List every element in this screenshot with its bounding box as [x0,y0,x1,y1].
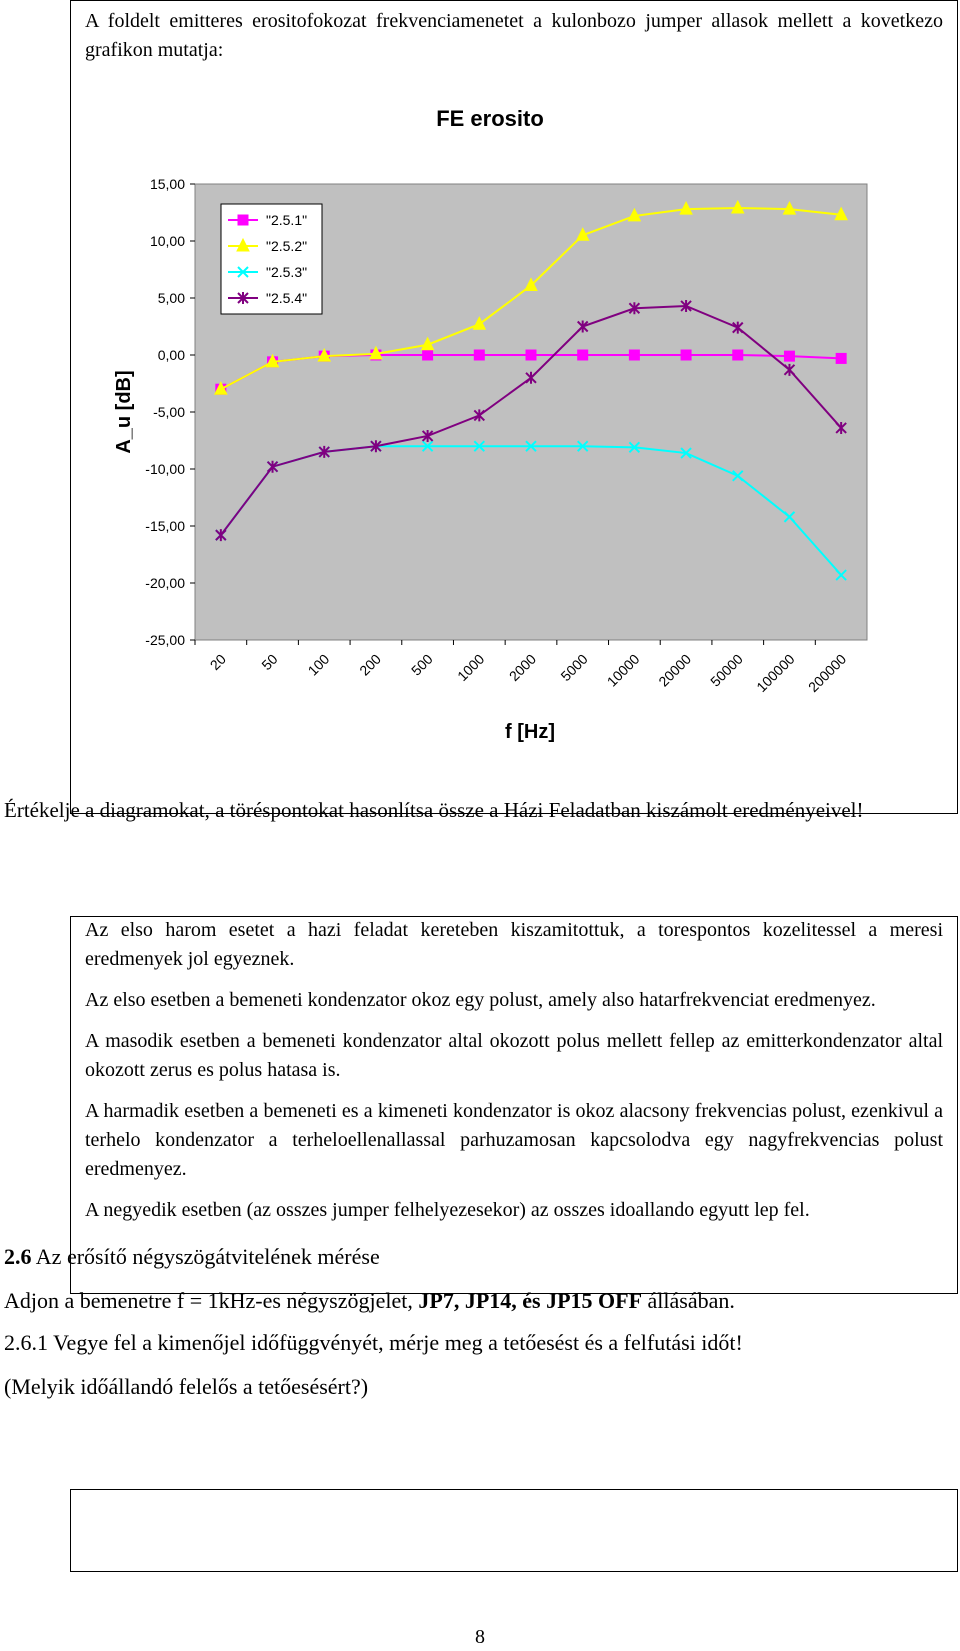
section-number: 2.6 [4,1244,32,1269]
instruction-text [4,1286,735,1316]
x-tick-label: 5000 [557,650,591,685]
x-axis-ticks [195,640,849,695]
x-tick-label: 20 [206,650,229,674]
section-heading [4,1242,380,1272]
x-tick-label: 100000 [753,650,798,696]
square-marker [526,350,536,360]
answer-box-empty [70,1489,958,1572]
legend-label: "2.5.3" [266,264,308,280]
legend-label: "2.5.1" [266,212,308,228]
x-tick-label: 200000 [804,650,850,696]
x-tick-label: 1000 [454,650,488,685]
frequency-response-chart [0,0,960,820]
y-tick-label: 0,00 [157,347,185,363]
square-marker [474,350,484,360]
legend-label: "2.5.2" [266,238,308,254]
square-marker [784,351,794,361]
x-tick-label: 50 [258,650,281,674]
y-tick-label: -25,00 [145,632,185,648]
x-tick-label: 200 [356,650,385,679]
y-axis-ticks [145,176,195,648]
square-marker [733,350,743,360]
answer-paragraph: A harmadik esetben a bemeneti es a kimeneti kondenzator is okoz alacsony frekvencias polust, ezenkivul a terhelo kondenzator a terheloellenallassal parhuzamosan kapcsolodva egy nagyfrekvencias polust eredmenyez. [85,1100,943,1180]
x-tick-label: 10000 [603,650,643,690]
x-tick-label: 500 [407,650,436,679]
x-axis-label: f [Hz] [505,721,555,743]
question-text: (Melyik időállandó felelős a tetőesésért?) [4,1374,369,1399]
x-tick-label: 2000 [505,650,540,685]
instruction-suffix: állásában. [642,1288,735,1313]
square-marker [423,350,433,360]
square-marker [836,353,846,363]
legend-label: "2.5.4" [266,290,308,306]
y-tick-label: -15,00 [145,518,185,534]
chart-title: FE erosito [436,106,544,131]
square-marker [238,215,248,225]
answer-paragraph: A masodik esetben a bemeneti kondenzator altal okozott polus mellett fellep az emitterkondenzator altal okozott zerus es polus hatasa is. [85,1030,943,1081]
y-tick-label: 5,00 [157,290,185,306]
intro-text: A foldelt emitteres erositofokozat frekvenciamenetet a kulonbozo jumper allasok mellett a kovetkezo grafikon mutatja: [85,10,943,61]
x-tick-label: 50000 [707,650,746,690]
page-number: 8 [475,1626,485,1648]
y-tick-label: 15,00 [149,176,185,192]
square-marker [629,350,639,360]
y-tick-label: -20,00 [145,575,185,591]
x-tick-label: 100 [304,650,333,679]
instruction-prefix: Adjon a bemenetre f = 1kHz-es négyszögjelet, [4,1288,419,1313]
section-title: Az erősítő négyszögátvitelének mérése [31,1244,380,1269]
square-marker [681,350,691,360]
answer-box [70,916,958,1294]
task-text: 2.6.1 Vegye fel a kimenőjel időfüggvényét, mérje meg a tetőesést és a felfutási időt! [4,1330,743,1355]
x-tick-label: 20000 [655,650,695,690]
answer-paragraph: A negyedik esetben (az osszes jumper felhelyezesekor) az osszes idoallando egyutt lep fel. [85,1199,810,1221]
instruction-bold: JP7, JP14, és JP15 OFF [418,1288,643,1313]
square-marker [578,350,588,360]
y-axis-label: A_u [dB] [113,370,135,454]
evaluate-text: Értékelje a diagramokat, a töréspontokat hasonlítsa össze a Házi Feladatban kiszámolt eredményeivel! [4,798,864,822]
legend [221,204,322,314]
y-tick-label: -5,00 [153,404,185,420]
answer-paragraph: Az elso esetben a bemeneti kondenzator okoz egy polust, amely also hatarfrekvenciat eredmenyez. [85,989,876,1011]
answer-paragraph: Az elso harom esetet a hazi feladat kereteben kiszamitottuk, a torespontos kozelitessel a meresi eredmenyek jol egyeznek. [85,919,943,970]
y-tick-label: -10,00 [145,461,185,477]
y-tick-label: 10,00 [149,233,185,249]
